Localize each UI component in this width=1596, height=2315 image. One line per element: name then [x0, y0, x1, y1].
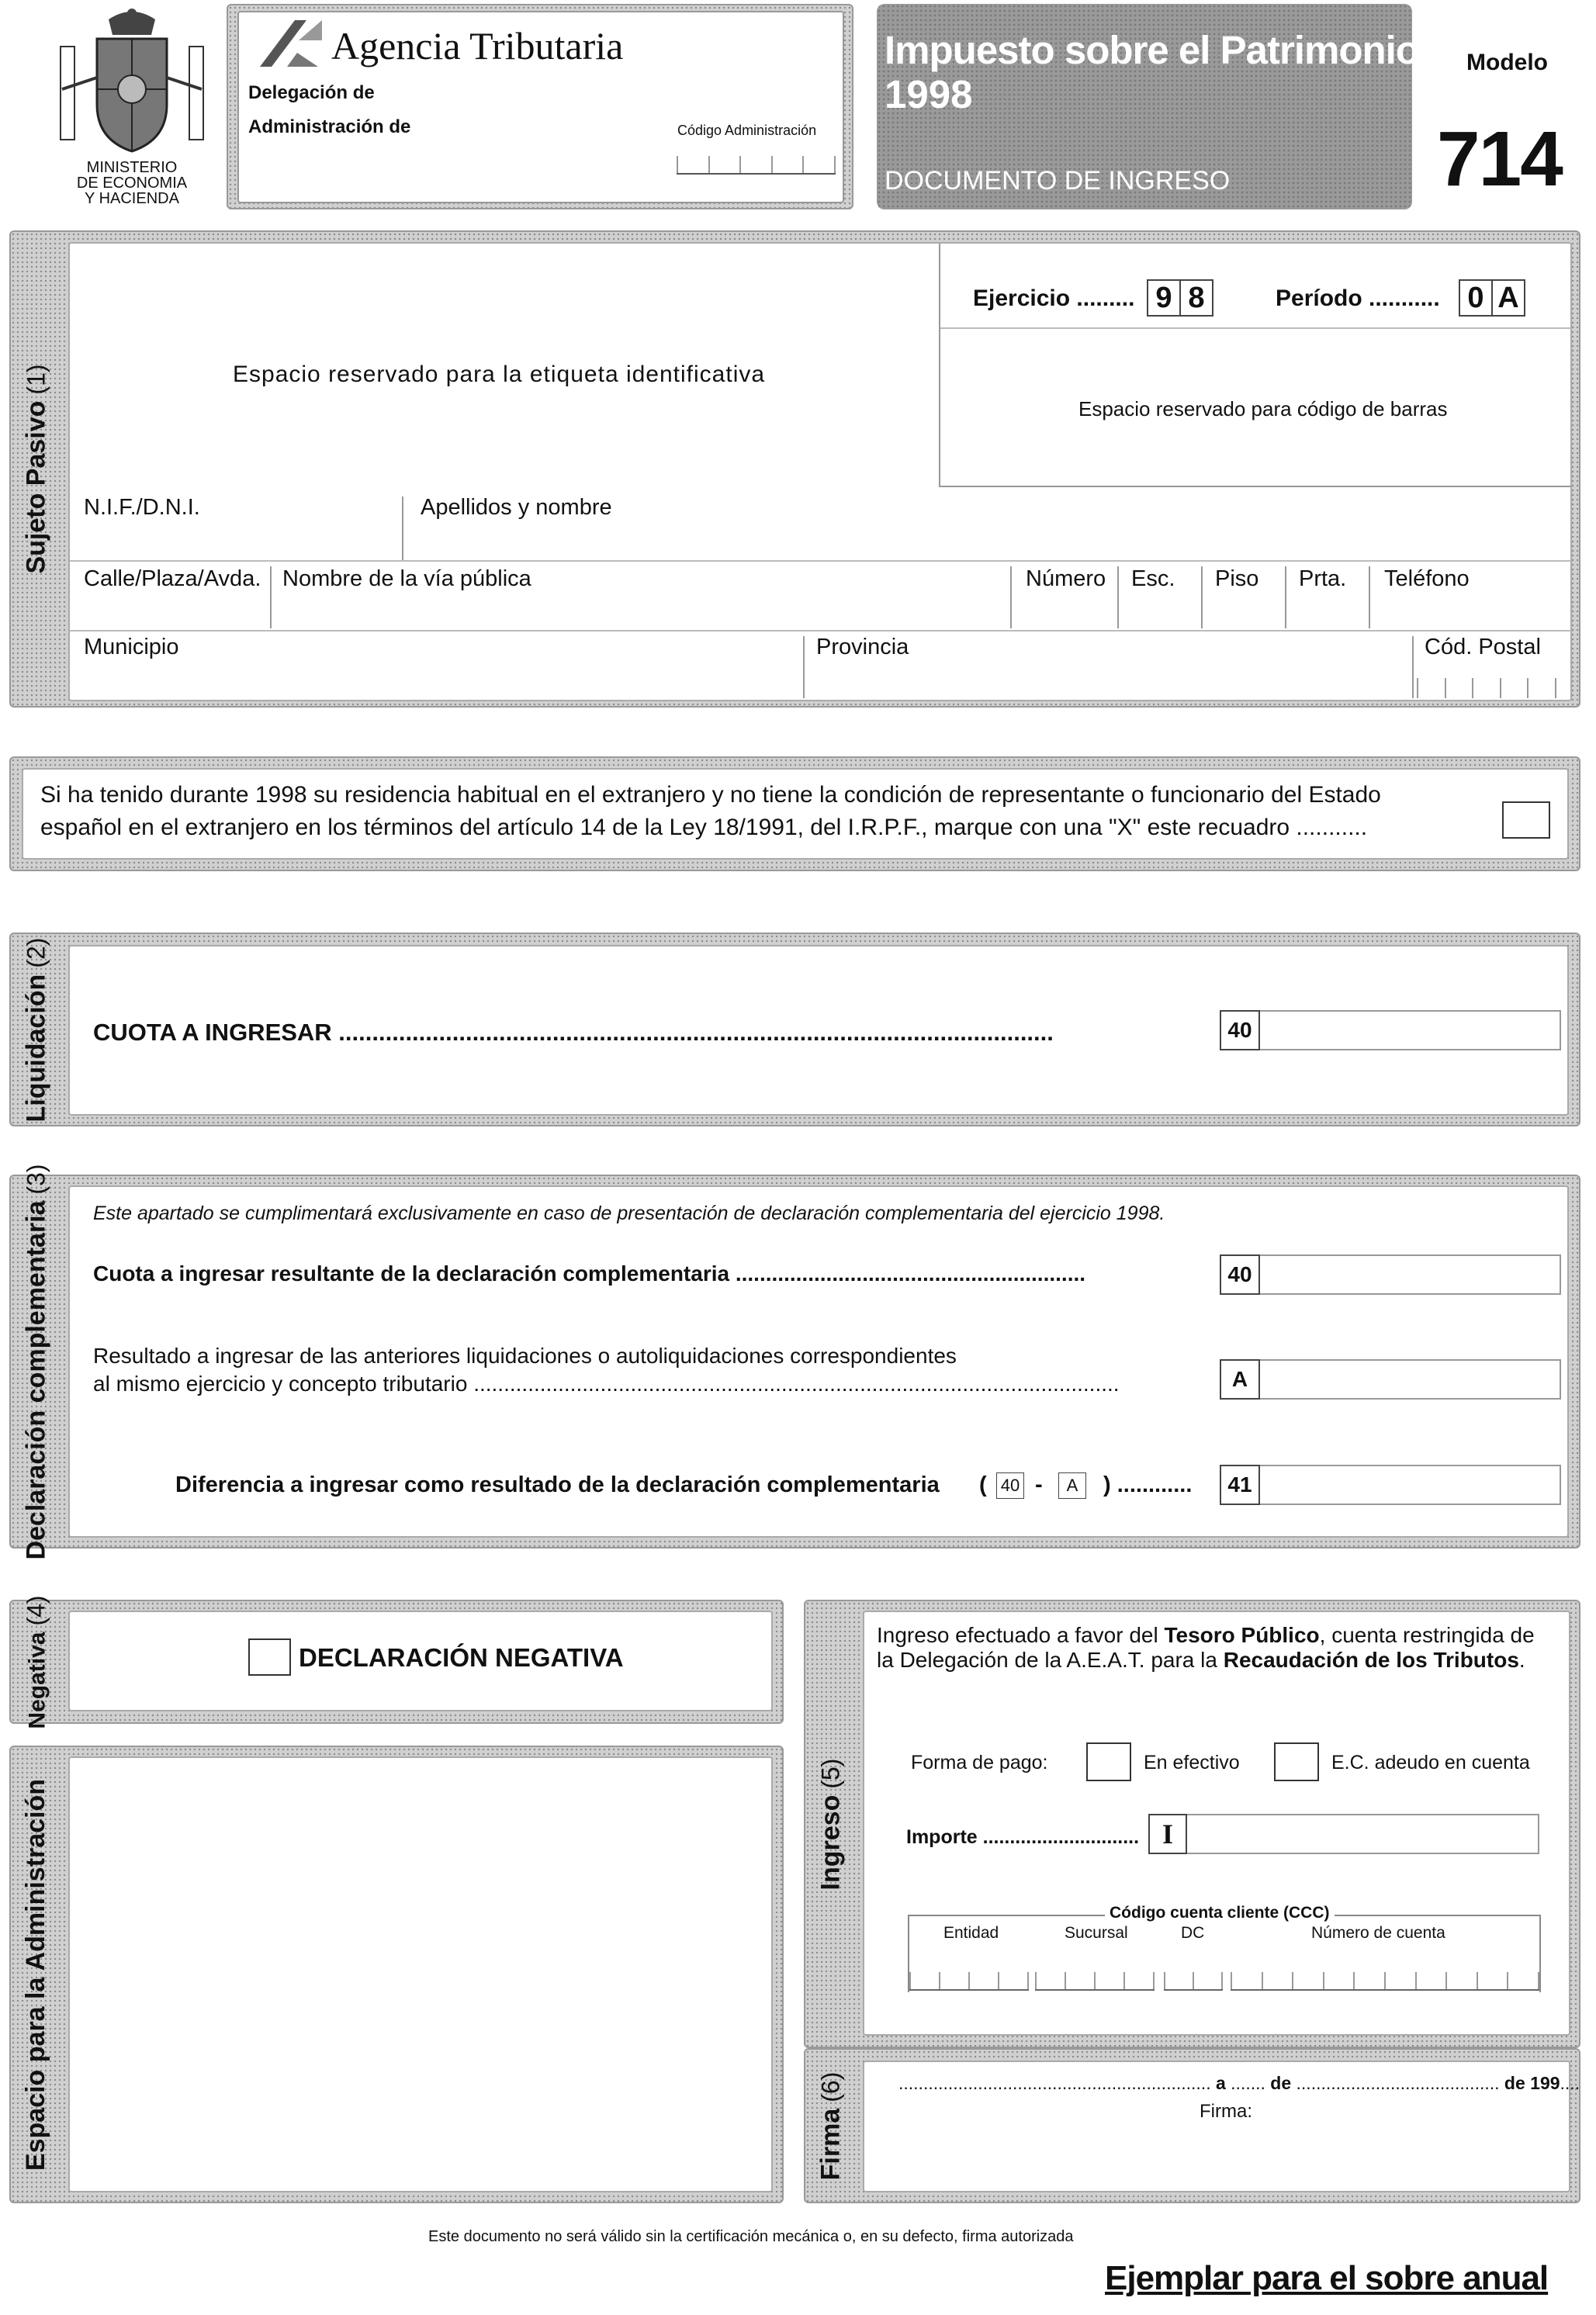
numero-field[interactable]	[1013, 562, 1116, 630]
residencia-line2: español en el extranjero en los términos del artículo 14 de la Ley 18/1991, del I.R.P.F., marque con una "X" este recuadro ...........	[40, 815, 1368, 840]
ccc-sucursal-label: Sucursal	[1065, 1924, 1128, 1942]
provincia-field[interactable]	[807, 632, 1409, 700]
piso-field[interactable]	[1204, 562, 1283, 630]
modelo-number: 714	[1437, 116, 1562, 202]
piso-divider	[1201, 566, 1203, 628]
prta-field[interactable]	[1288, 562, 1367, 630]
provincia-divider	[803, 636, 805, 698]
codigo-admin-label: Código Administración	[677, 123, 817, 138]
resultado-field[interactable]	[1260, 1359, 1561, 1400]
cp-divider	[1412, 636, 1414, 698]
residencia-checkbox[interactable]	[1502, 801, 1550, 839]
importe-field[interactable]	[1187, 1814, 1539, 1854]
via-label: Nombre de la vía pública	[282, 566, 531, 591]
ccc-numero-label: Número de cuenta	[1311, 1924, 1445, 1942]
complementaria-side-label: Declaración complementaria(3)	[21, 1163, 51, 1560]
ministry-crest	[54, 4, 209, 163]
provincia-label: Provincia	[816, 635, 909, 659]
negativa-checkbox[interactable]	[248, 1638, 291, 1676]
footer-note: Este documento no será válido sin la certificación mecánica o, en su defecto, firma autorizada	[428, 2228, 1074, 2245]
cuota-ingresar-code: 40	[1220, 1010, 1260, 1050]
esc-field[interactable]	[1120, 562, 1200, 630]
ministry-name: MINISTERIO DE ECONOMIA Y HACIENDA	[76, 159, 188, 207]
nif-label: N.I.F./D.N.I.	[84, 495, 200, 520]
administracion-label: Administración de	[248, 116, 411, 137]
agency-name: Agencia Tributaria	[331, 24, 624, 67]
delegacion-label: Delegación de	[248, 82, 375, 103]
piso-label: Piso	[1215, 566, 1259, 591]
cp-field[interactable]	[1417, 669, 1556, 698]
ccc-title: Código cuenta cliente (CCC)	[1105, 1904, 1335, 1922]
numero-label: Número	[1026, 566, 1106, 591]
codigo-admin-field[interactable]	[677, 144, 836, 175]
importe-label: Importe .............................	[906, 1826, 1140, 1848]
diferencia-minus: -	[1035, 1472, 1043, 1497]
etiqueta-divider	[939, 244, 940, 486]
diferencia-ref-a: A	[1058, 1472, 1086, 1499]
efectivo-checkbox[interactable]	[1086, 1742, 1131, 1781]
ejercicio-underline	[940, 327, 1571, 329]
adeudo-checkbox[interactable]	[1274, 1742, 1319, 1781]
ccc-dc-label: DC	[1181, 1924, 1205, 1942]
ccc-numero-field[interactable]	[1231, 1963, 1539, 1991]
forma-pago-label: Forma de pago:	[911, 1752, 1048, 1773]
ingreso-side-label: Ingreso(5)	[815, 1758, 846, 1890]
calle-divider	[270, 566, 272, 628]
sujeto-pasivo-side-label: Sujeto Pasivo(1)	[21, 364, 51, 574]
negativa-label: DECLARACIÓN NEGATIVA	[299, 1643, 624, 1672]
nif-field[interactable]	[78, 489, 400, 559]
telefono-label: Teléfono	[1384, 566, 1470, 591]
nif-divider	[402, 497, 403, 560]
footer-ejemplar: Ejemplar para el sobre anual	[1105, 2259, 1549, 2297]
prta-divider	[1285, 566, 1286, 628]
ejercicio-label: Ejercicio .........	[973, 285, 1135, 311]
ccc-entidad-field[interactable]	[909, 1963, 1029, 1991]
complementaria-cuota-label: Cuota a ingresar resultante de la declaración complementaria ..........................................................	[93, 1261, 1086, 1286]
administracion-side-label: Espacio para la Administración	[21, 1778, 51, 2171]
etiqueta-text: Espacio reservado para la etiqueta identificativa	[233, 362, 766, 387]
diferencia-open: (	[979, 1472, 987, 1497]
firma-label: Firma:	[1200, 2101, 1252, 2122]
telefono-divider	[1369, 566, 1370, 628]
coat-of-arms-icon	[54, 4, 209, 163]
complementaria-note: Este apartado se cumplimentará exclusivamente en caso de presentación de declaración complementaria del ejercicio 1998.	[93, 1202, 1165, 1224]
municipio-field[interactable]	[78, 632, 799, 700]
firma-side-label: Firma(6)	[815, 2071, 846, 2180]
diferencia-field[interactable]	[1260, 1465, 1561, 1505]
periodo-digit-2[interactable]: A	[1491, 279, 1525, 317]
complementaria-cuota-code: 40	[1220, 1254, 1260, 1295]
diferencia-ref-40: 40	[996, 1472, 1024, 1499]
administracion-box[interactable]	[68, 1756, 773, 2192]
negativa-side-label: Negativa(4)	[22, 1594, 50, 1729]
calle-label: Calle/Plaza/Avda.	[84, 566, 261, 591]
etiqueta-bottom-line	[939, 486, 1571, 487]
ccc-dc-field[interactable]	[1164, 1963, 1223, 1991]
cuota-ingresar-label: CUOTA A INGRESAR ...........................................................................................................	[93, 1019, 1054, 1046]
cuota-ingresar-field[interactable]	[1260, 1010, 1561, 1050]
ccc-entidad-label: Entidad	[943, 1924, 999, 1942]
resultado-line2: al mismo ejercicio y concepto tributario ...........................................................................................................	[93, 1372, 1120, 1396]
apellidos-field[interactable]	[405, 489, 1569, 559]
diferencia-close: ) ............	[1103, 1472, 1193, 1497]
apellidos-label: Apellidos y nombre	[421, 495, 612, 520]
agency-logo-icon	[252, 17, 326, 70]
ingreso-text-line1: Ingreso efectuado a favor del Tesoro Público, cuenta restringida de	[877, 1623, 1535, 1647]
ingreso-text-line2: la Delegación de la A.E.A.T. para la Recaudación de los Tributos.	[877, 1648, 1525, 1672]
residencia-line1: Si ha tenido durante 1998 su residencia habitual en el extranjero y no tiene la condición de representante o funcionario del Estado	[40, 782, 1381, 808]
via-field[interactable]	[273, 562, 1007, 630]
title-line1: Impuesto sobre el Patrimonio	[885, 28, 1419, 72]
telefono-field[interactable]	[1372, 562, 1570, 630]
title-subtitle: DOCUMENTO DE INGRESO	[885, 166, 1231, 196]
resultado-code: A	[1220, 1359, 1260, 1400]
esc-label: Esc.	[1131, 566, 1175, 591]
diferencia-code: 41	[1220, 1465, 1260, 1505]
liquidacion-side-label: Liquidación(2)	[21, 937, 51, 1122]
firma-date-line: ............................................................... a ....... de ......................................... de 199....	[898, 2073, 1580, 2093]
modelo-label: Modelo	[1466, 50, 1548, 75]
ejercicio-digit-2[interactable]: 8	[1179, 279, 1213, 317]
complementaria-cuota-field[interactable]	[1260, 1254, 1561, 1295]
title-line2: 1998	[885, 72, 973, 116]
diferencia-label: Diferencia a ingresar como resultado de la declaración complementaria	[175, 1472, 940, 1497]
efectivo-label: En efectivo	[1144, 1752, 1240, 1773]
importe-code: I	[1148, 1814, 1187, 1854]
adeudo-label: E.C. adeudo en cuenta	[1331, 1752, 1530, 1773]
prta-label: Prta.	[1299, 566, 1347, 591]
esc-divider	[1117, 566, 1119, 628]
municipio-label: Municipio	[84, 635, 179, 659]
resultado-line1: Resultado a ingresar de las anteriores liquidaciones o autoliquidaciones correspondientes	[93, 1344, 957, 1368]
barcode-text: Espacio reservado para código de barras	[1078, 397, 1448, 420]
cp-label: Cód. Postal	[1425, 635, 1541, 659]
numero-divider	[1010, 566, 1012, 628]
ccc-sucursal-field[interactable]	[1035, 1963, 1155, 1991]
periodo-label: Período ...........	[1276, 285, 1440, 311]
ejercicio-digit-1[interactable]: 9	[1147, 279, 1181, 317]
periodo-digit-1[interactable]: 0	[1459, 279, 1493, 317]
